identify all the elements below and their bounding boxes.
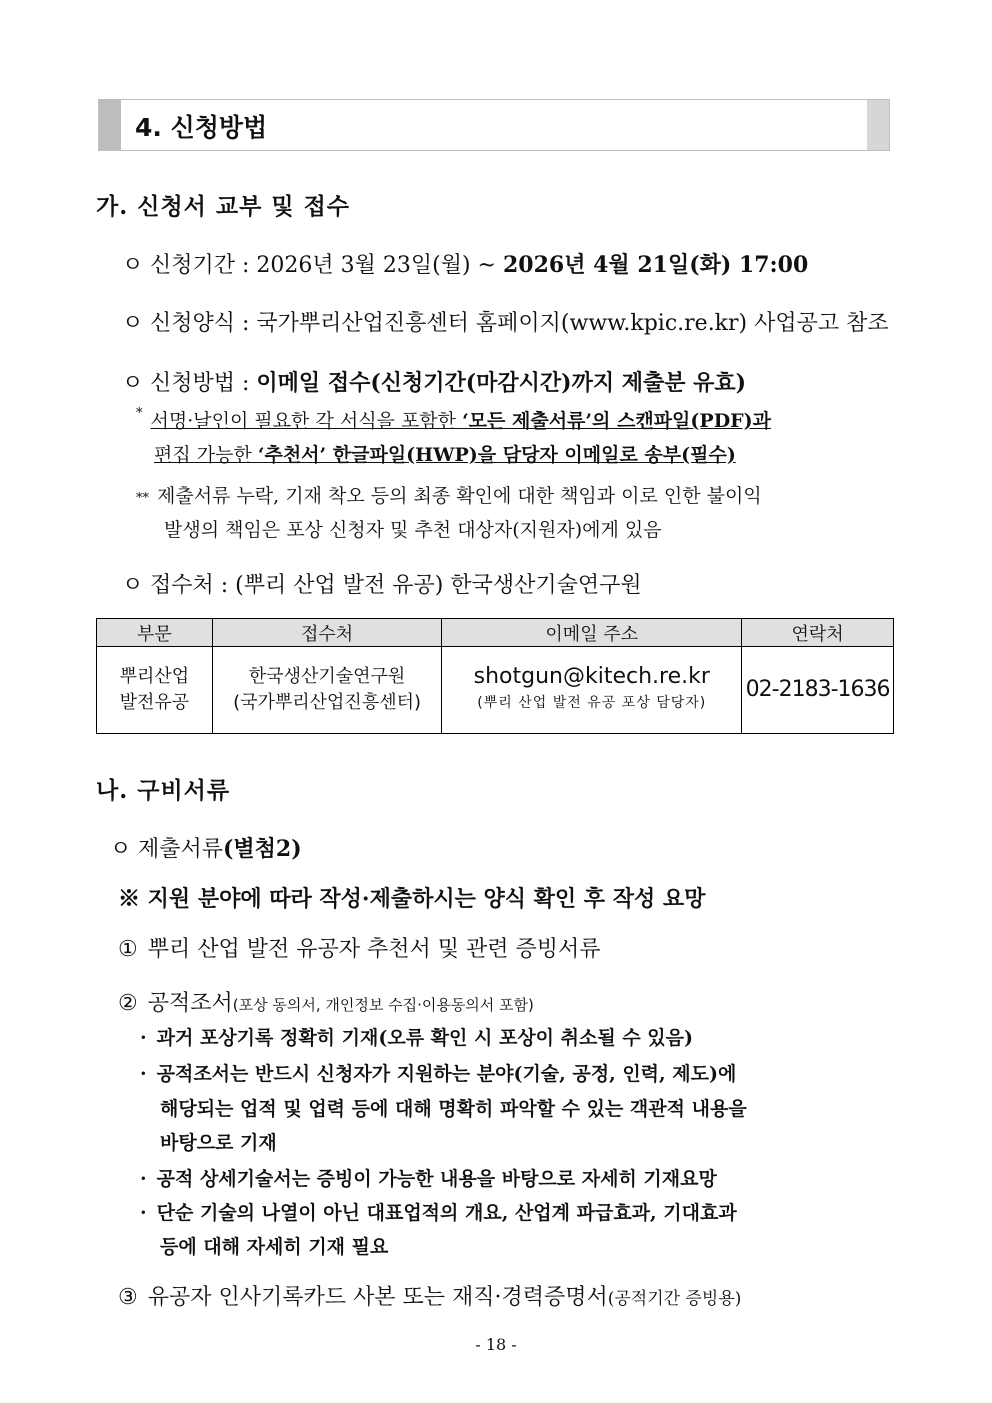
- item2-line: [118, 986, 534, 1017]
- item2-bullet-2-line3: 바탕으로 기재: [160, 1132, 277, 1154]
- cell-email: [442, 647, 742, 734]
- note2-text-1: 제출서류 누락, 기재 착오 등의 최종 확인에 대한 책임과 이로 인한 불이익: [157, 485, 762, 507]
- item3-note: (공적기간 증빙용): [607, 1289, 742, 1309]
- note1-text-b: ‘모든 제출서류’의 스캔파일(PDF)과: [462, 410, 772, 432]
- table-header-category: 부문: [97, 619, 213, 647]
- header-right-bar: [867, 100, 889, 150]
- org-line2: (국가뿌리산업진흥센터): [233, 692, 422, 713]
- receiver-line: [122, 568, 642, 599]
- subsection-a-title: 가. 신청서 교부 및 접수: [96, 193, 350, 220]
- method-label: 신청방법 :: [150, 371, 257, 396]
- cell-contact: [742, 647, 894, 734]
- notice-line: ※ 지원 분야에 따라 작성·제출하시는 양식 확인 후 작성 요망: [118, 886, 706, 912]
- item3-text: 유공자 인사기록카드 사본 또는 재직·경력증명서: [147, 1285, 608, 1310]
- category-line1: 뿌리산업: [119, 666, 190, 687]
- subsection-b-title: 나. 구비서류: [96, 777, 231, 804]
- bullet-text: 공적 상세기술서는 증빙이 가능한 내용을 바탕으로 자세히 기재요망: [156, 1168, 717, 1190]
- item2-bullet-4-line2: 등에 대해 자세히 기재 필요: [160, 1236, 389, 1258]
- bullet: ㅇ: [122, 573, 144, 598]
- table-header-email: 이메일 주소: [442, 619, 742, 647]
- dot-mark: ·: [140, 1168, 147, 1190]
- dot-mark: ·: [140, 1063, 147, 1085]
- header-left-bar: [99, 100, 121, 150]
- bullet-text: 공적조서는 반드시 신청자가 지원하는 분야(기술, 공정, 인력, 제도)에: [156, 1063, 737, 1085]
- note1-text-c: 편집 가능한: [154, 444, 258, 466]
- dot-mark: ·: [140, 1202, 147, 1224]
- docs-label: 제출서류: [138, 837, 224, 862]
- item2-bullet-1: [140, 1023, 693, 1050]
- note1-mark: *: [136, 406, 143, 421]
- note1-text-a: 서명·날인이 필요한 각 서식을 포함한: [150, 410, 463, 432]
- org-line1: 한국생산기술연구원: [248, 666, 406, 687]
- table-header-row: [97, 619, 894, 647]
- receiver-text: 접수처 : (뿌리 산업 발전 유공) 한국생산기술연구원: [150, 573, 642, 598]
- bullet: ㅇ: [122, 371, 144, 396]
- note2-line2: 발생의 책임은 포상 신청자 및 추천 대상자(지원자)에게 있음: [164, 519, 662, 541]
- item2-bullet-3: [140, 1164, 717, 1191]
- bullet: ㅇ: [122, 311, 144, 336]
- item2-text: 공적조서: [147, 991, 233, 1016]
- item3-num: ③: [118, 1285, 138, 1310]
- item1-line: [118, 932, 600, 963]
- item2-num: ②: [118, 991, 138, 1016]
- docs-label-bold: (별첨2): [223, 836, 302, 862]
- table-header-contact: 연락처: [742, 619, 894, 647]
- item1-text: 뿌리 산업 발전 유공자 추천서 및 관련 증빙서류: [147, 937, 601, 962]
- item3-line: [118, 1280, 741, 1311]
- form-text: 신청양식 : 국가뿌리산업진흥센터 홈페이지(www.kpic.re.kr) 사업공고 참조: [150, 311, 889, 336]
- item1-num: ①: [118, 937, 138, 962]
- method-value: 이메일 접수(신청기간(마감시간)까지 제출분 유효): [256, 370, 747, 396]
- bullet-text: 단순 기술의 나열이 아닌 대표업적의 개요, 산업계 파급효과, 기대효과: [156, 1202, 737, 1224]
- period-line: [122, 248, 808, 279]
- bullet: ㅇ: [110, 837, 132, 862]
- email-address[interactable]: shotgun@kitech.re.kr: [473, 664, 710, 689]
- section-title: 4. 신청방법: [135, 113, 268, 142]
- form-line: [122, 306, 889, 337]
- page-number: - 18 -: [475, 1335, 517, 1354]
- table-row: [97, 647, 894, 734]
- note1-line2: [154, 440, 736, 467]
- docs-line: [110, 832, 302, 863]
- receiver-table: [96, 618, 894, 734]
- table-header-receiver: 접수처: [212, 619, 442, 647]
- item2-bullet-4: [140, 1198, 737, 1225]
- note2-line1: [136, 481, 762, 508]
- note1-line1: [136, 406, 771, 433]
- category-line2: 발전유공: [119, 692, 190, 713]
- note1-text-e: 담당자 이메일로 송부(필수): [496, 444, 736, 466]
- phone-number: 02-2183-1636: [745, 677, 890, 702]
- bullet: ㅇ: [122, 253, 144, 278]
- item2-bullet-2: [140, 1059, 736, 1086]
- item2-bullet-2-line2: 해당되는 업적 및 업력 등에 대해 명확히 파악할 수 있는 객관적 내용을: [160, 1098, 747, 1120]
- section-header: [98, 99, 890, 151]
- cell-receiver: [212, 647, 442, 734]
- method-line: [122, 366, 746, 397]
- cell-category: [97, 647, 213, 734]
- note2-mark: **: [136, 491, 149, 506]
- note1-text-d: ‘추천서’ 한글파일(HWP)을: [257, 444, 497, 466]
- period-deadline: 2026년 4월 21일(화) 17:00: [502, 252, 809, 278]
- email-note: (뿌리 산업 발전 유공 포상 담당자): [477, 695, 707, 711]
- period-label: 신청기간 : 2026년 3월 23일(월) ~: [150, 253, 503, 278]
- item2-note: (포상 동의서, 개인정보 수집·이용동의서 포함): [232, 996, 534, 1014]
- dot-mark: ·: [140, 1027, 147, 1049]
- bullet-text: 과거 포상기록 정확히 기재(오류 확인 시 포상이 취소될 수 있음): [156, 1027, 693, 1049]
